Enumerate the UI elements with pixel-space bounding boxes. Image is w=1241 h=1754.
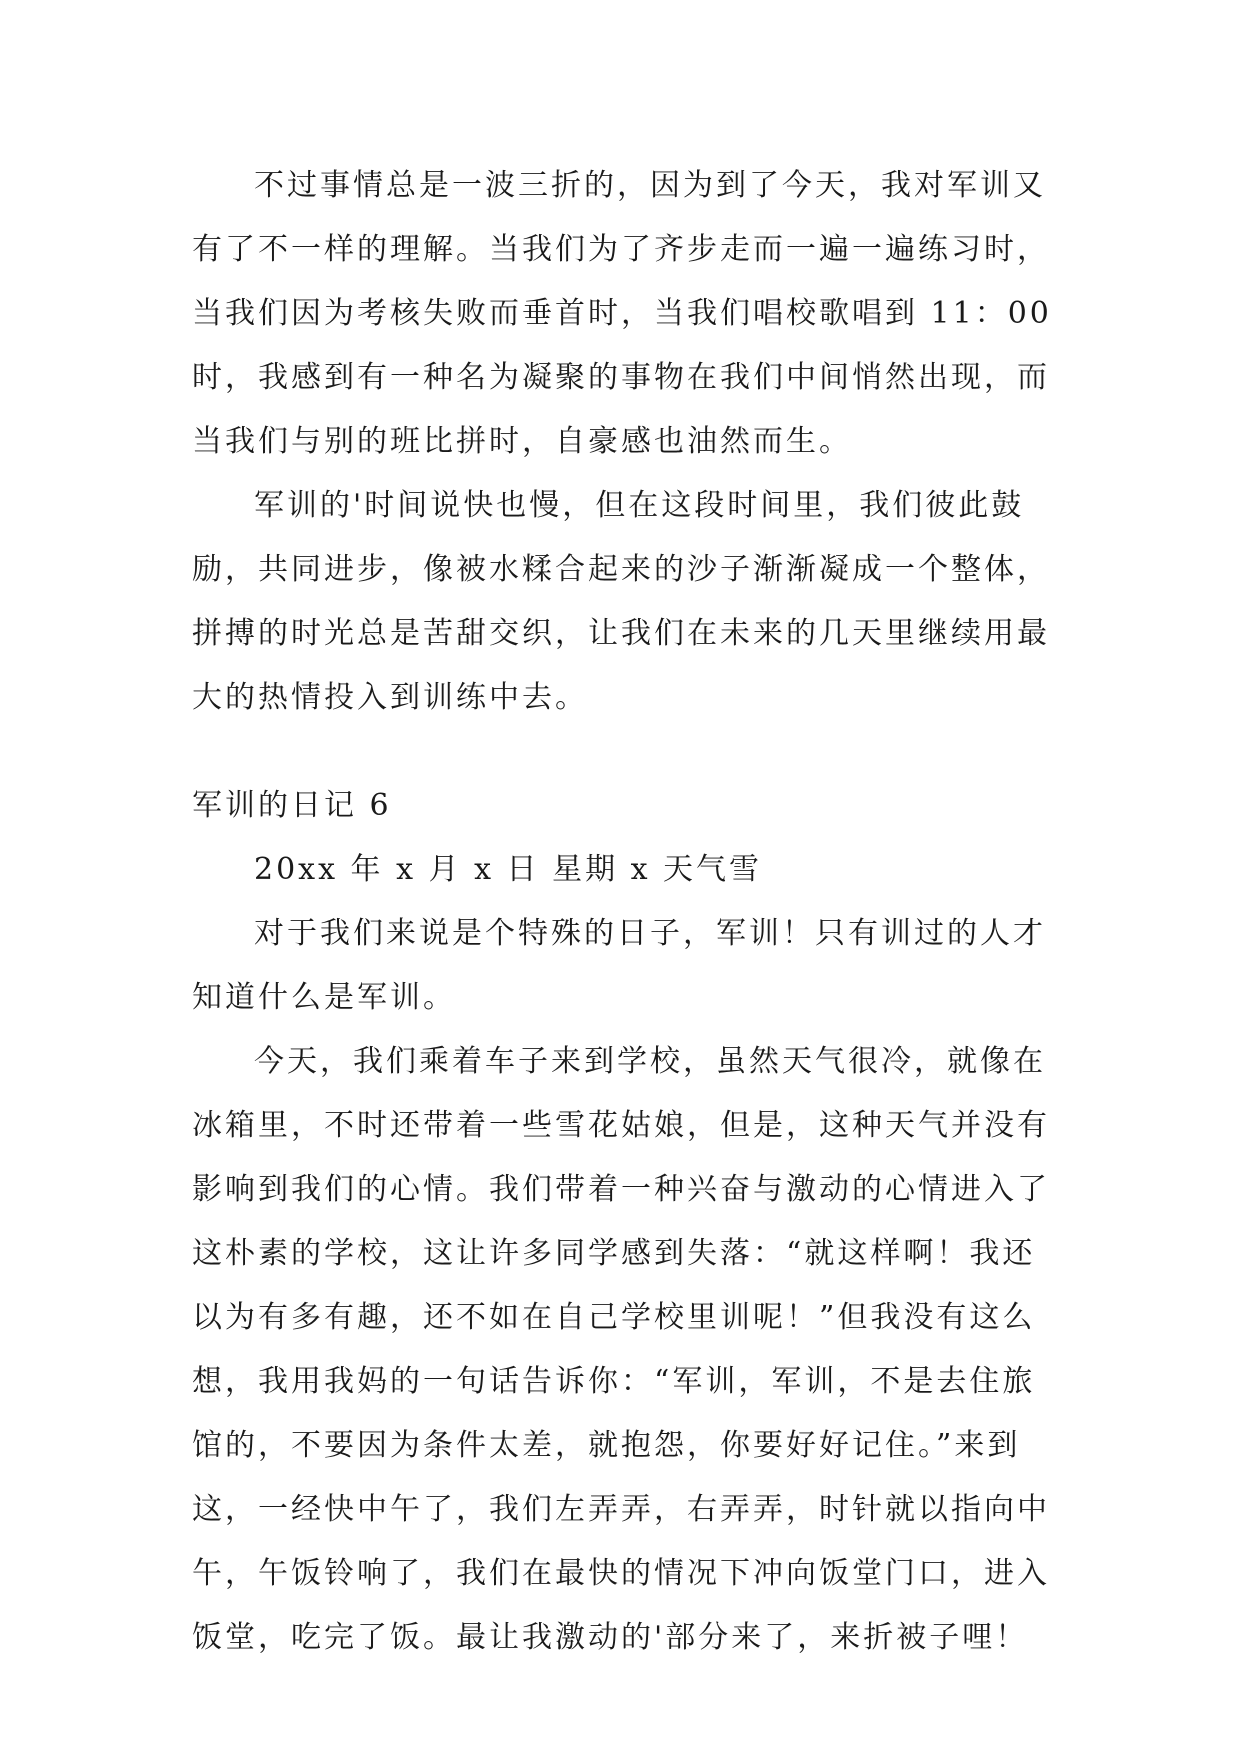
paragraph-line: 冰箱里，不时还带着一些雪花姑娘，但是，这种天气并没有 (192, 1108, 1050, 1143)
paragraph-line: 这，一经快中午了，我们左弄弄，右弄弄，时针就以指向中 (192, 1492, 1050, 1527)
paragraph-line: 励，共同进步，像被水糅合起来的沙子渐渐凝成一个整体， (192, 552, 1050, 587)
paragraph-line: 对于我们来说是个特殊的日子，军训！只有训过的人才 (254, 916, 1046, 951)
section-title: 军训的日记 6 (192, 788, 392, 823)
paragraph-line: 影响到我们的心情。我们带着一种兴奋与激动的心情进入了 (192, 1172, 1050, 1207)
paragraph-line: 知道什么是军训。 (192, 980, 456, 1015)
paragraph-line: 不过事情总是一波三折的，因为到了今天，我对军训又 (254, 168, 1046, 203)
paragraph-line: 以为有多有趣，还不如在自己学校里训呢！”但我没有这么 (192, 1300, 1036, 1335)
paragraph-line: 当我们因为考核失败而垂首时，当我们唱校歌唱到 11：00 (192, 296, 1052, 331)
date-line: 20xx 年 x 月 x 日 星期 x 天气雪 (254, 852, 763, 887)
paragraph-line: 有了不一样的理解。当我们为了齐步走而一遍一遍练习时， (192, 232, 1050, 267)
paragraph-line: 想，我用我妈的一句话告诉你：“军训，军训，不是去住旅 (192, 1364, 1036, 1399)
paragraph-line: 军训的'时间说快也慢，但在这段时间里，我们彼此鼓 (254, 488, 1025, 523)
paragraph-line: 午，午饭铃响了，我们在最快的情况下冲向饭堂门口，进入 (192, 1556, 1050, 1591)
paragraph-line: 拼搏的时光总是苦甜交织，让我们在未来的几天里继续用最 (192, 616, 1050, 651)
paragraph-line: 今天，我们乘着车子来到学校，虽然天气很冷，就像在 (254, 1044, 1046, 1079)
paragraph-line: 馆的，不要因为条件太差，就抱怨，你要好好记住。”来到 (192, 1428, 1021, 1463)
paragraph-line: 当我们与别的班比拼时，自豪感也油然而生。 (192, 424, 852, 459)
paragraph-line: 时，我感到有一种名为凝聚的事物在我们中间悄然出现，而 (192, 360, 1050, 395)
paragraph-line: 大的热情投入到训练中去。 (192, 680, 588, 715)
paragraph-line: 这朴素的学校，这让许多同学感到失落：“就这样啊！我还 (192, 1236, 1036, 1271)
paragraph-line: 饭堂，吃完了饭。最让我激动的'部分来了，来折被子哩！ (192, 1620, 1029, 1655)
